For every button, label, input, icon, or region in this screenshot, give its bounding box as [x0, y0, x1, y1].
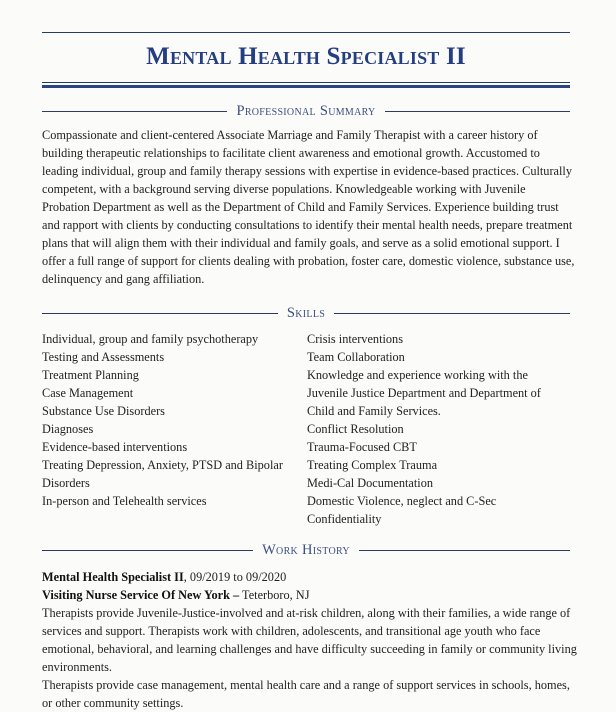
- skill-item: In-person and Telehealth services: [42, 494, 207, 508]
- skills-column-left: [42, 330, 307, 528]
- skill-item: Treatment Planning: [42, 368, 139, 382]
- skill-item: Knowledge and experience working with the Juvenile Justice Department and Department of Child and Family Services.: [307, 368, 541, 418]
- section-heading-label: Work History: [262, 542, 350, 558]
- skill-item: Evidence-based interventions: [42, 440, 188, 454]
- heading-rule-left: [42, 550, 253, 551]
- skill-item: Team Collaboration: [307, 350, 405, 364]
- job-title: Mental Health Specialist II: [42, 570, 184, 584]
- section-heading-label: Professional Summary: [236, 103, 376, 119]
- skill-item: Case Management: [42, 386, 134, 400]
- employer-name: Visiting Nurse Service Of New York –: [42, 588, 240, 602]
- skills-column-right: [307, 330, 570, 528]
- job-description: Therapists provide case management, mental health care and a range of support services in schools, homes, or other community settings.: [42, 678, 570, 710]
- skill-item: Substance Use Disorders: [42, 404, 165, 418]
- job-description: Therapists provide Juvenile-Justice-involved and at-risk children, along with their families, a wide range of services and support. Therapists work with children, adolescents, and transitional age youth who face emotional, behavioral, and learning challenges and have difficulty succeeding in family or community living environments.: [42, 606, 577, 674]
- resume-title: Mental Health Specialist II: [146, 43, 466, 70]
- job-title-line: [42, 568, 582, 586]
- professional-summary-text: Compassionate and client-centered Associate Marriage and Family Therapist with a career history of building therapeutic relationships to facilitate client awareness and emotional growth. Accustomed to leading individual, group and family therapy sessions with expertise in evidence-based practices. Culturally competent, with a background serving diverse populations. Knowledgeable working with Juvenile Probation Department as well as the Department of Child and Family Services. Experience building trust and rapport with clients by conducting consultations to identify their mental health needs, prepare treatment plans that will align them with their individual and family goals, and serve as a solid emotional support. I offer a full range of support for clients dealing with probation, foster care, domestic violence, substance use, delinquency and gang affiliation.: [42, 128, 575, 286]
- section-heading-label: Skills: [286, 305, 326, 321]
- heading-rule-left: [42, 313, 278, 314]
- header-top-rule: [42, 32, 570, 33]
- job-location: Teterboro, NJ: [239, 588, 310, 602]
- skill-item: Conflict Resolution: [307, 422, 404, 436]
- work-history-entry: [42, 568, 582, 712]
- skill-item: Treating Depression, Anxiety, PTSD and Bipolar Disorders: [42, 458, 283, 490]
- section-heading-work-history: [42, 541, 570, 559]
- header-bottom-rule-thin: [42, 82, 570, 83]
- section-heading-skills: [42, 304, 570, 322]
- skill-item: Medi-Cal Documentation: [307, 476, 434, 490]
- skill-item: Testing and Assessments: [42, 350, 165, 364]
- skill-item: Confidentiality: [307, 512, 382, 526]
- heading-rule-right: [359, 550, 570, 551]
- skill-item: Diagnoses: [42, 422, 94, 436]
- header-bottom-rule-thick: [42, 85, 570, 88]
- employer-line: [42, 586, 582, 604]
- section-heading-professional-summary: [42, 102, 570, 120]
- skill-item: Treating Complex Trauma: [307, 458, 438, 472]
- skills-list: [42, 330, 570, 528]
- skill-item: Trauma-Focused CBT: [307, 440, 417, 454]
- job-dates: , 09/2019 to 09/2020: [183, 570, 287, 584]
- skill-item: Crisis interventions: [307, 332, 403, 346]
- skill-item: Domestic Violence, neglect and C-Sec: [307, 494, 497, 508]
- heading-rule-left: [42, 111, 227, 112]
- heading-rule-right: [385, 111, 570, 112]
- heading-rule-right: [334, 313, 570, 314]
- skill-item: Individual, group and family psychotherapy: [42, 332, 259, 346]
